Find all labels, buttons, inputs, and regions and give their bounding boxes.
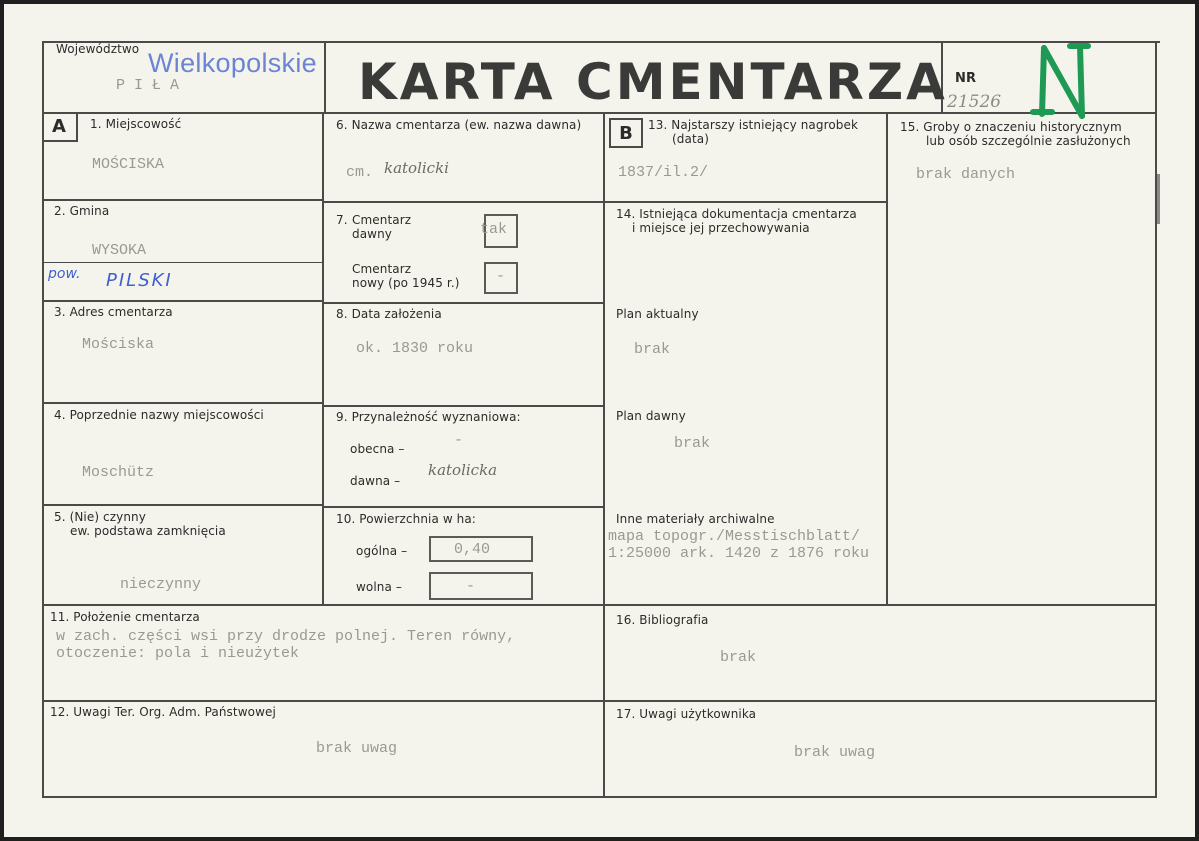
field-2-handwritten-prefix: pow. [48,266,81,282]
section-b-badge: B [609,118,643,148]
field-5-value[interactable]: nieczynny [120,576,202,593]
field-11-value-line1[interactable]: w zach. części wsi przy drodze polnej. Teren równy, [56,628,516,645]
field-2-handwritten-value: PILSKI [106,270,173,291]
field-4-label: 4. Poprzednie nazwy miejscowości [54,408,264,422]
field-6-value-handwritten: katolicki [384,159,449,177]
field-7-dawny-value: tak [480,221,508,238]
frame-left [42,41,44,798]
field-16-value[interactable]: brak [720,649,757,666]
row-line [42,504,324,506]
row-line [322,302,605,304]
field-10-wolna-label: wolna – [356,580,402,594]
field-2-value[interactable]: WYSOKA [92,242,147,259]
row-line [42,300,324,302]
cemetery-card [4,4,1195,837]
field-3-label: 3. Adres cmentarza [54,305,173,319]
field-5-label-line2: ew. podstawa zamknięcia [70,524,226,538]
nr-label: NR [955,71,977,86]
nr-handwritten: 21526 [947,92,1002,112]
field-10-label: 10. Powierzchnia w ha: [336,512,476,526]
row-line [42,262,324,263]
field-15-label-line2: lub osób szczególnie zasłużonych [926,134,1131,148]
field-9-dawna-label: dawna – [350,474,401,488]
col-divider-a [322,112,324,604]
header-divider-1 [324,41,326,114]
other-archives-value-line1[interactable]: mapa topogr./Messtischblatt/ [608,528,861,545]
col-divider-b [603,112,605,798]
field-16-label: 16. Bibliografia [616,613,709,627]
plan-current-value[interactable]: brak [634,341,671,358]
field-8-value[interactable]: ok. 1830 roku [356,340,474,357]
row-line [322,201,605,203]
field-13-label-line2: (data) [672,132,709,146]
field-7-dawny-label-2: dawny [352,227,392,241]
field-14-label-line1: 14. Istniejąca dokumentacja cmentarza [616,207,857,221]
field-9-dawna-value[interactable]: katolicka [428,461,498,479]
row-line [42,700,1157,702]
field-15-value[interactable]: brak danych [916,166,1016,183]
frame-top [44,41,1160,43]
field-9-obecna-label: obecna – [350,442,405,456]
voivodeship-typed: P I Ł A [116,77,180,94]
row-line [42,199,324,201]
field-7-nowy-value: - [496,268,506,285]
field-1-label: 1. Miejscowość [90,117,182,131]
n-marker-icon [1030,42,1092,122]
header-bottom [42,112,1157,114]
field-10-ogolna-value: 0,40 [454,541,491,558]
voivodeship-stamp: Wielkopolskie [148,48,317,78]
field-13-label-line1: 13. Najstarszy istniejący nagrobek [648,118,859,132]
page-title: KARTA CMENTARZA [358,53,948,111]
field-2-label: 2. Gmina [54,204,110,218]
voivodeship-label: Województwo [56,42,140,56]
row-line [322,506,605,508]
field-4-value[interactable]: Moschütz [82,464,155,481]
row-line [603,201,888,203]
field-12-label: 12. Uwagi Ter. Org. Adm. Państwowej [50,705,276,719]
field-7-number: 7. [336,213,348,227]
plan-former-value[interactable]: brak [674,435,711,452]
field-13-value[interactable]: 1837/il.2/ [618,164,709,181]
field-10-ogolna-label: ogólna – [356,544,408,558]
row-line [42,604,1157,606]
field-11-value-line2[interactable]: otoczenie: pola i nieużytek [56,645,300,662]
frame-right [1155,41,1157,798]
field-11-label: 11. Położenie cmentarza [50,610,200,624]
plan-current-label: Plan aktualny [616,307,699,321]
plan-former-label: Plan dawny [616,409,686,423]
row-line [322,405,605,407]
field-1-value[interactable]: MOŚCISKA [92,156,165,173]
field-15-label-line1: 15. Groby o znaczeniu historycznym [900,120,1122,134]
field-14-label-line2: i miejsce jej przechowywania [632,221,810,235]
field-10-wolna-value: - [466,578,476,595]
other-archives-value-line2[interactable]: 1:25000 ark. 1420 z 1876 roku [608,545,870,562]
field-9-label: 9. Przynależność wyznaniowa: [336,410,521,424]
field-7-dawny-label-1: Cmentarz [352,213,412,227]
field-8-label: 8. Data założenia [336,307,442,321]
section-a-badge: A [42,112,78,142]
field-7-nowy-label-1: Cmentarz [352,262,412,276]
field-9-obecna-value[interactable]: - [454,432,464,449]
col-divider-c [886,112,888,604]
row-line [42,402,324,404]
field-6-label: 6. Nazwa cmentarza (ew. nazwa dawna) [336,118,582,132]
field-17-value[interactable]: brak uwag [794,744,876,761]
binding-mark [1157,174,1160,224]
field-12-value[interactable]: brak uwag [316,740,398,757]
field-6-value-typed[interactable]: cm. [346,164,374,181]
field-5-label-line1: 5. (Nie) czynny [54,510,146,524]
frame-bottom [42,796,1157,798]
field-10-wolna-box[interactable] [429,572,533,600]
other-archives-label: Inne materiały archiwalne [616,512,775,526]
field-3-value[interactable]: Mościska [82,336,155,353]
field-17-label: 17. Uwagi użytkownika [616,707,757,721]
field-7-nowy-label-2: nowy (po 1945 r.) [352,276,460,290]
